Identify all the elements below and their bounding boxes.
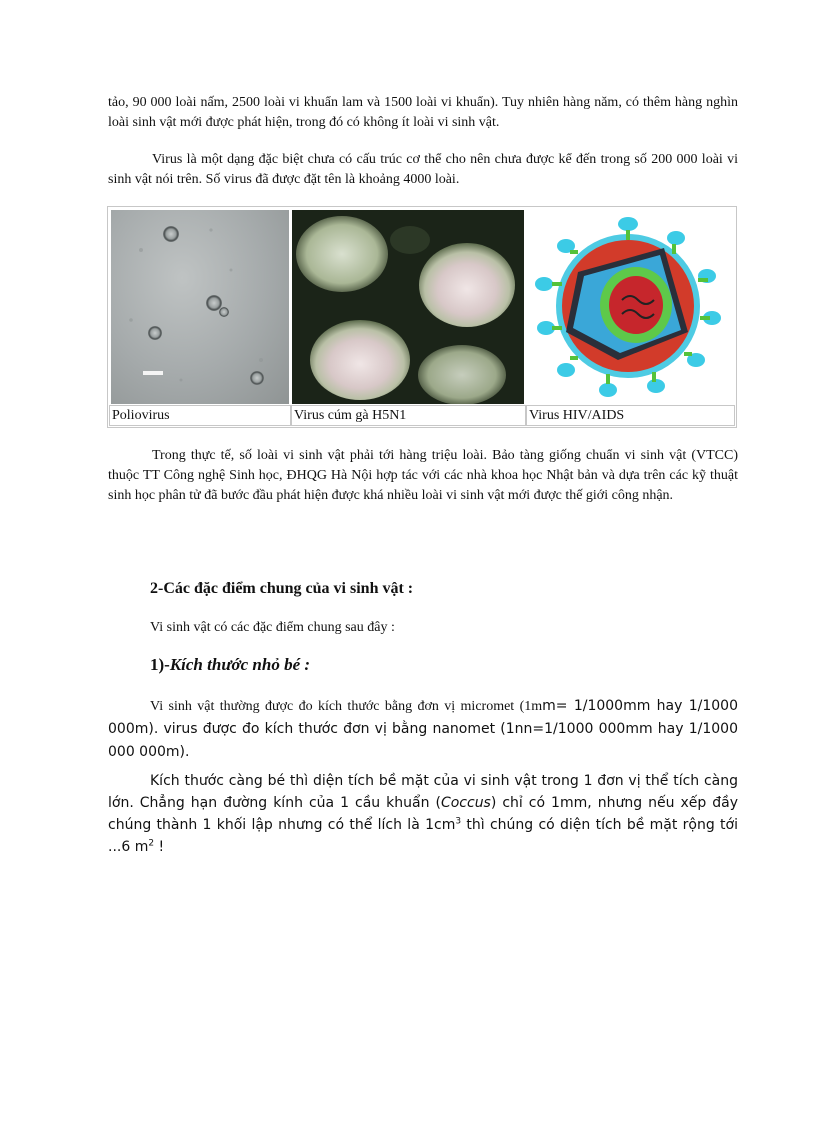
paragraph-surface-area [108, 770, 738, 858]
cubic-superscript: 3 [455, 816, 462, 827]
virus-figure-table [107, 206, 737, 428]
coccus-term: Coccus [440, 795, 491, 811]
paragraph-virus-note: Virus là một dạng đặc biệt chưa có cấu trúc cơ thể cho nên chưa được kể đến trong số 200 000 loài vi sinh vật nói trên. Số virus đã được đặt tên là khoảng 4000 loài. [108, 152, 738, 187]
hiv-diagram-image [526, 210, 734, 404]
paragraph-surface-b: ) chỉ có 1mm, nhưng nếu xếp đầy chúng thành 1 khối lập nhưng có thể lích là 1cm [108, 795, 738, 833]
caption-poliovirus: Poliovirus [109, 405, 291, 426]
subheading-size [150, 655, 310, 675]
section-intro: Vi sinh vật có các đặc điểm chung sau đây : [150, 620, 395, 635]
square-superscript: 2 [148, 838, 155, 849]
h5n1-image [292, 210, 524, 404]
section-heading: 2-Các đặc điểm chung của vi sinh vật : [150, 580, 414, 597]
paragraph-measurement-serif: Vi sinh vật thường được đo kích thước bằng đơn vị micromet (1m [150, 699, 543, 714]
paragraph-surface-d: ! [154, 839, 165, 855]
poliovirus-image [111, 210, 289, 404]
subheading-title: Kích thước nhỏ bé : [169, 655, 311, 674]
paragraph-species-count: tảo, 90 000 loài nấm, 2500 loài vi khuẩn lam và 1500 loài vi khuẩn). Tuy nhiên hàng năm, có thêm hàng nghìn loài sinh vật mới được phát hiện, trong đó có không ít loài vi sinh vật. [108, 95, 738, 130]
caption-h5n1: Virus cúm gà H5N1 [291, 405, 526, 426]
paragraph-surface-a: Kích thước càng bé thì diện tích bề mặt của vi sinh vật trong 1 đơn vị thể tích càng lớn. Chẳng hạn đường kính của 1 cầu khuẩn ( [108, 773, 738, 811]
paragraph-vtcc: Trong thực tế, số loài vi sinh vật phải tới hàng triệu loài. Bảo tàng giống chuẩn vi sinh vật (VTCC) thuộc TT Công nghệ Sinh học, ĐHQG Hà Nội hợp tác với các nhà khoa học Nhật bản và dựa trên các kỹ thuật sinh học phân tử đã bước đầu phát hiện được khá nhiều loài vi sinh vật mới được thế giới công nhận. [108, 448, 738, 503]
subheading-number: 1)- [150, 655, 170, 674]
caption-hiv-aids: Virus HIV/AIDS [526, 405, 735, 426]
paragraph-surface-c: thì chúng có diện tích bề mặt rộng tới ...6 m [108, 817, 738, 855]
paragraph-measurement-units [108, 695, 738, 764]
paragraph-measurement-sans: m= 1/1000mm hay 1/1000 000m). virus được đo kích thước đơn vị bằng nanomet (1nn=1/1000 000mm hay 1/1000 000 000m). [108, 698, 738, 760]
